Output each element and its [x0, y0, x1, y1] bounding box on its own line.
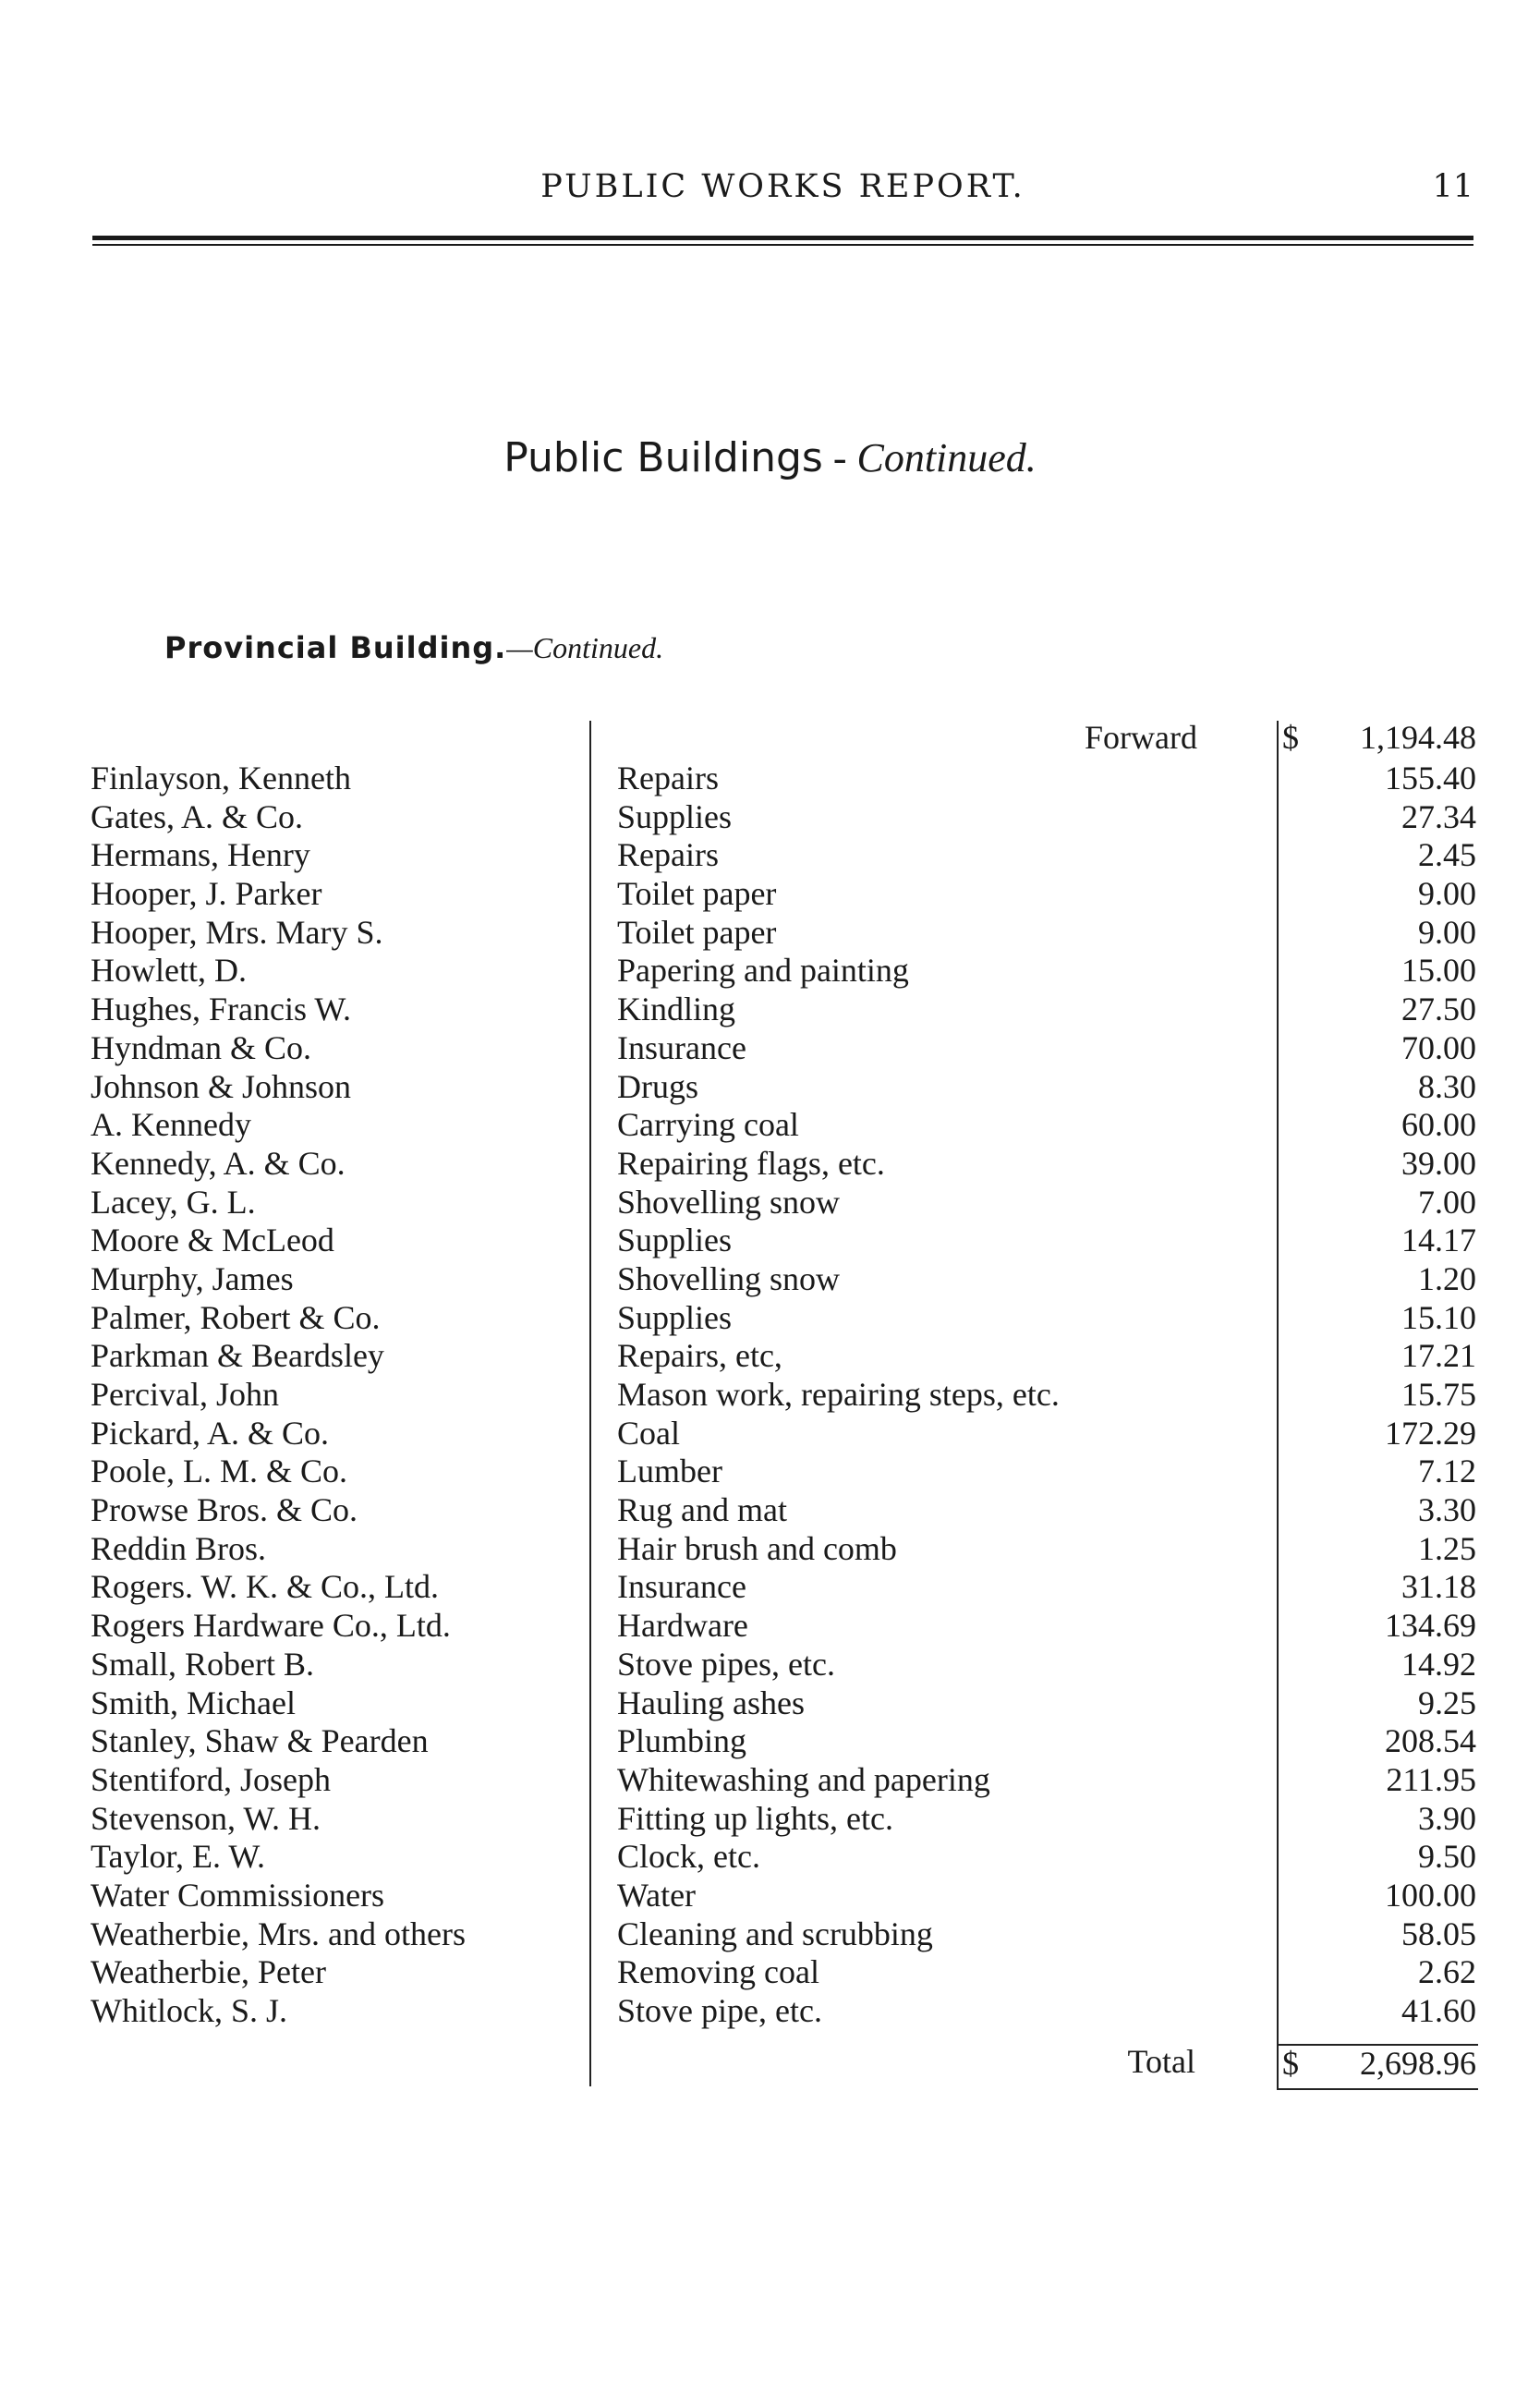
expense-description: Insurance [617, 1568, 746, 1606]
expense-amount: 41.60 [1401, 1992, 1476, 2029]
expense-amount: 14.92 [1401, 1645, 1476, 1683]
payee-name: Hooper, Mrs. Mary S. [91, 913, 383, 951]
expense-description: Repairs, etc, [617, 1337, 782, 1375]
payee-name: Gates, A. & Co. [91, 797, 303, 835]
expense-amount: 31.18 [1401, 1568, 1476, 1606]
table-row [0, 1375, 1540, 1414]
expense-amount: 7.12 [1418, 1453, 1476, 1490]
expense-description: Stove pipe, etc. [617, 1992, 822, 2029]
payee-name: Stentiford, Joseph [91, 1760, 331, 1798]
expense-description: Hardware [617, 1607, 748, 1645]
payee-name: Weatherbie, Mrs. and others [91, 1915, 466, 1952]
table-row [0, 913, 1540, 952]
table-row [0, 1221, 1540, 1259]
expense-amount: 2.45 [1418, 836, 1476, 874]
expense-description: Repairs [617, 836, 719, 874]
page-number: 11 [1432, 168, 1473, 205]
table-row [0, 1721, 1540, 1760]
expense-description: Carrying coal [617, 1106, 799, 1144]
payee-name: Johnson & Johnson [91, 1067, 352, 1105]
payee-name: Whitlock, S. J. [91, 1992, 287, 2029]
table-row [0, 1183, 1540, 1222]
expense-amount: 58.05 [1401, 1915, 1476, 1952]
payee-name: Finlayson, Kenneth [91, 760, 351, 796]
payee-name: Palmer, Robert & Co. [91, 1298, 381, 1336]
table-row [0, 759, 1540, 797]
expense-amount: 14.17 [1401, 1222, 1476, 1259]
expense-amount: 1.25 [1418, 1529, 1476, 1567]
expense-amount: 15.00 [1401, 952, 1476, 990]
expense-amount: 1.20 [1418, 1259, 1476, 1297]
payee-name: Hughes, Francis W. [91, 991, 351, 1028]
expense-description: Papering and painting [617, 952, 909, 990]
expense-amount: 27.50 [1401, 991, 1476, 1028]
table-row [0, 1490, 1540, 1529]
expense-amount: 3.30 [1418, 1491, 1476, 1529]
table-row [0, 797, 1540, 836]
expense-amount: 15.10 [1401, 1298, 1476, 1336]
expense-amount: 8.30 [1418, 1067, 1476, 1105]
expense-amount: 60.00 [1401, 1106, 1476, 1144]
expense-amount: 134.69 [1385, 1607, 1476, 1645]
table-row [0, 1606, 1540, 1645]
total-currency: $ [1282, 2045, 1299, 2082]
forward-label: Forward [1085, 719, 1197, 756]
ledger-rows [0, 759, 1540, 2030]
table-row [0, 874, 1540, 913]
payee-name: Parkman & Beardsley [91, 1337, 384, 1375]
expense-description: Cleaning and scrubbing [617, 1915, 933, 1952]
expense-description: Repairs [617, 760, 719, 796]
expense-description: Insurance [617, 1028, 746, 1066]
expense-description: Whitewashing and papering [617, 1760, 990, 1798]
table-row [0, 990, 1540, 1028]
table-row [0, 1837, 1540, 1876]
section-title-main: Public Buildings [503, 434, 823, 481]
payee-name: Hyndman & Co. [91, 1028, 311, 1066]
table-row [0, 1452, 1540, 1490]
table-row [0, 1799, 1540, 1838]
payee-name: Taylor, E. W. [91, 1838, 266, 1876]
expense-amount: 100.00 [1385, 1876, 1476, 1914]
payee-name: Kennedy, A. & Co. [91, 1144, 346, 1182]
payee-name: Stevenson, W. H. [91, 1799, 321, 1837]
payee-name: Murphy, James [91, 1259, 294, 1297]
payee-name: Pickard, A. & Co. [91, 1414, 329, 1452]
payee-name: Howlett, D. [91, 952, 247, 990]
payee-name: Reddin Bros. [91, 1529, 267, 1567]
expense-description: Fitting up lights, etc. [617, 1799, 894, 1837]
table-row [0, 1915, 1540, 1953]
expense-amount: 17.21 [1401, 1337, 1476, 1375]
payee-name: Smith, Michael [91, 1684, 296, 1721]
table-row [0, 1028, 1540, 1067]
expense-description: Shovelling snow [617, 1259, 841, 1297]
table-row [0, 1645, 1540, 1684]
payee-name: Hooper, J. Parker [91, 875, 322, 913]
table-row [0, 1567, 1540, 1606]
table-row [0, 951, 1540, 990]
total-label: Total [1127, 2043, 1195, 2080]
expense-description: Lumber [617, 1453, 722, 1490]
expense-description: Supplies [617, 1222, 733, 1259]
expense-description: Drugs [617, 1067, 698, 1105]
total-rule-bottom [1277, 2088, 1478, 2090]
sub-section-continued: —Continued. [506, 631, 664, 664]
expense-amount: 27.34 [1401, 797, 1476, 835]
expense-description: Kindling [617, 991, 736, 1028]
expense-amount: 155.40 [1385, 760, 1476, 796]
expense-description: Plumbing [617, 1722, 747, 1760]
sub-section-title: Provincial Building. [164, 630, 507, 665]
expense-amount: 9.25 [1418, 1684, 1476, 1721]
table-row [0, 1991, 1540, 2030]
expense-description: Water [617, 1876, 697, 1914]
expense-description: Clock, etc. [617, 1838, 760, 1876]
payee-name: Stanley, Shaw & Pearden [91, 1722, 429, 1760]
expense-description: Shovelling snow [617, 1183, 841, 1221]
table-row [0, 1760, 1540, 1799]
expense-amount: 208.54 [1385, 1722, 1476, 1760]
running-title: PUBLIC WORKS REPORT. [540, 168, 1025, 205]
forward-currency: $ [1282, 719, 1299, 756]
forward-amount: 1,194.48 [1360, 719, 1476, 756]
expense-amount: 211.95 [1386, 1760, 1476, 1798]
table-row [0, 1529, 1540, 1568]
expense-description: Stove pipes, etc. [617, 1645, 835, 1683]
expense-amount: 9.00 [1418, 875, 1476, 913]
payee-name: A. Kennedy [91, 1106, 251, 1144]
table-row [0, 1952, 1540, 1991]
payee-name: Hermans, Henry [91, 836, 310, 874]
expense-description: Rug and mat [617, 1491, 787, 1529]
expense-description: Supplies [617, 797, 733, 835]
expense-description: Removing coal [617, 1953, 819, 1991]
expense-description: Hauling ashes [617, 1684, 805, 1721]
expense-description: Hair brush and comb [617, 1529, 897, 1567]
expense-amount: 2.62 [1418, 1953, 1476, 1991]
expense-description: Coal [617, 1414, 680, 1452]
expense-amount: 9.50 [1418, 1838, 1476, 1876]
expense-amount: 15.75 [1401, 1376, 1476, 1413]
table-row [0, 1298, 1540, 1337]
expense-description: Mason work, repairing steps, etc. [617, 1376, 1060, 1413]
table-row [0, 1336, 1540, 1375]
table-row [0, 835, 1540, 874]
expense-description: Supplies [617, 1298, 733, 1336]
expense-amount: 70.00 [1401, 1028, 1476, 1066]
table-row [0, 1144, 1540, 1183]
table-row [0, 1259, 1540, 1298]
payee-name: Percival, John [91, 1376, 279, 1413]
payee-name: Water Commissioners [91, 1876, 385, 1914]
table-row [0, 1067, 1540, 1106]
payee-name: Rogers. W. K. & Co., Ltd. [91, 1568, 440, 1606]
payee-name: Rogers Hardware Co., Ltd. [91, 1607, 451, 1645]
expense-amount: 3.90 [1418, 1799, 1476, 1837]
payee-name: Moore & McLeod [91, 1222, 334, 1259]
expense-description: Toilet paper [617, 913, 777, 951]
payee-name: Lacey, G. L. [91, 1183, 256, 1221]
payee-name: Prowse Bros. & Co. [91, 1491, 358, 1529]
payee-name: Poole, L. M. & Co. [91, 1453, 348, 1490]
expense-amount: 7.00 [1418, 1183, 1476, 1221]
table-row [0, 1414, 1540, 1453]
expense-amount: 9.00 [1418, 913, 1476, 951]
payee-name: Weatherbie, Peter [91, 1953, 326, 1991]
expense-amount: 172.29 [1385, 1414, 1476, 1452]
table-row [0, 1105, 1540, 1144]
table-row [0, 1876, 1540, 1915]
expense-description: Toilet paper [617, 875, 777, 913]
expense-description: Repairing flags, etc. [617, 1144, 885, 1182]
section-title-continued: - Continued. [822, 435, 1037, 480]
payee-name: Small, Robert B. [91, 1645, 314, 1683]
total-amount: 2,698.96 [1360, 2045, 1476, 2082]
table-row [0, 1684, 1540, 1722]
expense-amount: 39.00 [1401, 1144, 1476, 1182]
